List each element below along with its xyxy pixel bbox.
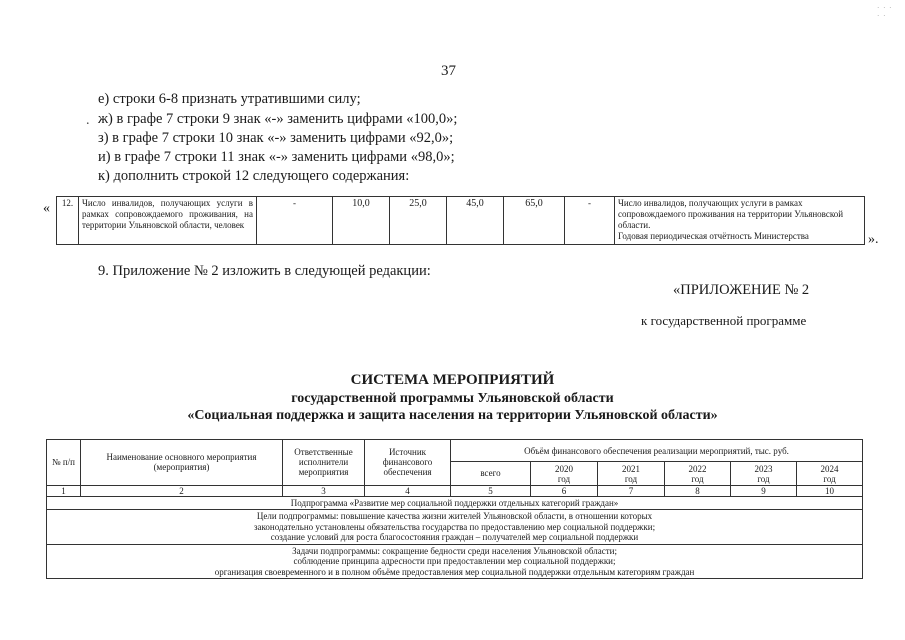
col-number: 2 — [81, 485, 283, 496]
measures-table — [46, 439, 863, 579]
header-year-word: год — [665, 474, 731, 485]
page-number: 37 — [441, 63, 456, 79]
header-year-2023: 2023 — [731, 462, 797, 475]
row12-num: 12. — [57, 197, 79, 245]
row12-2024: - — [565, 197, 615, 245]
header-name: Наименование основного мероприятия (мероприятия) — [81, 440, 283, 486]
col-number: 5 — [451, 485, 531, 496]
row12-table — [56, 196, 865, 245]
item-zh: ж) в графе 7 строки 9 знак «-» заменить цифрами «100,0»; — [98, 111, 458, 127]
scan-artifact: · · · · · — [877, 4, 893, 20]
col-number: 9 — [731, 485, 797, 496]
goals-line: создание условий для роста благосостояния граждан – получателей мер социальной поддержки — [270, 532, 639, 542]
goals-line: Цели подпрограммы: повышение качества жизни жителей Ульяновской области, в отношении которых — [256, 511, 653, 521]
header-year-2024: 2024 — [797, 462, 863, 475]
header-year-word: год — [531, 474, 598, 485]
row12-2020: 10,0 — [333, 197, 390, 245]
header-year-2022: 2022 — [665, 462, 731, 475]
row12-name: Число инвалидов, получающих услуги в рамках сопровождаемого проживания, на территории Ульяновской области, человек — [79, 197, 257, 245]
item-z: з) в графе 7 строки 10 знак «-» заменить цифрами «92,0»; — [98, 130, 454, 146]
row12-2023: 65,0 — [504, 197, 565, 245]
row12-base: - — [257, 197, 333, 245]
col-number: 1 — [47, 485, 81, 496]
row12-2022: 45,0 — [447, 197, 504, 245]
col-number: 6 — [531, 485, 598, 496]
row12-2021: 25,0 — [390, 197, 447, 245]
col-number: 7 — [598, 485, 665, 496]
row12-method-text: Число инвалидов, получающих услуги в рамках сопровождаемого проживания на территории Ульяновской области. — [618, 198, 844, 230]
header-responsible: Ответственные исполнители мероприятия — [283, 440, 365, 486]
appendix-label: «ПРИЛОЖЕНИЕ № 2 — [673, 282, 810, 298]
goals-line: законодательно установлены обязательства государства по предоставлению мер социальной поддержки; — [253, 521, 656, 532]
col-number: 10 — [797, 485, 863, 496]
header-year-2020: 2020 — [531, 462, 598, 475]
header-year-word: год — [731, 474, 797, 485]
header-total: всего — [451, 462, 531, 486]
header-num: № п/п — [47, 440, 81, 486]
header-year-word: год — [797, 474, 863, 485]
tasks-row — [47, 544, 863, 579]
goals-row — [47, 510, 863, 545]
row12-method — [615, 197, 865, 245]
item-k: к) дополнить строкой 12 следующего содержания: — [98, 168, 410, 184]
section-9: 9. Приложение № 2 изложить в следующей редакции: — [98, 263, 431, 279]
appendix-subtitle: к государственной программе — [641, 313, 807, 328]
row12-method-source: Годовая периодическая отчётность Министерства — [618, 231, 809, 241]
doc-program-name: «Социальная поддержка и защита населения на территории Ульяновской области» — [187, 408, 718, 423]
doc-subtitle: государственной программы Ульяновской области — [291, 391, 614, 406]
col-number: 4 — [365, 485, 451, 496]
tasks-line: соблюдение принципа адресности при предоставлении мер социальной поддержки; — [293, 556, 616, 566]
margin-mark: . — [86, 113, 90, 128]
item-i: и) в графе 7 строки 11 знак «-» заменить цифрами «98,0»; — [98, 149, 455, 165]
subprogram-row: Подпрограмма «Развитие мер социальной поддержки отдельных категорий граждан» — [47, 496, 863, 510]
tasks-line: Задачи подпрограммы: сокращение бедности среди населения Ульяновской области; — [292, 545, 617, 556]
header-year-2021: 2021 — [598, 462, 665, 475]
item-e: е) строки 6-8 признать утратившими силу; — [98, 91, 361, 107]
header-volume: Объём финансового обеспечения реализации мероприятий, тыс. руб. — [451, 440, 863, 462]
header-source: Источник финансового обеспечения — [365, 440, 451, 486]
header-year-word: год — [598, 474, 665, 485]
quote-open: « — [43, 201, 50, 216]
quote-close: ». — [868, 232, 879, 247]
col-number: 8 — [665, 485, 731, 496]
col-number: 3 — [283, 485, 365, 496]
doc-title: СИСТЕМА МЕРОПРИЯТИЙ — [350, 372, 555, 388]
tasks-line: организация своевременного и в полном объёме предоставления мер социальной поддержки отдельным категориям граждан — [214, 566, 695, 577]
